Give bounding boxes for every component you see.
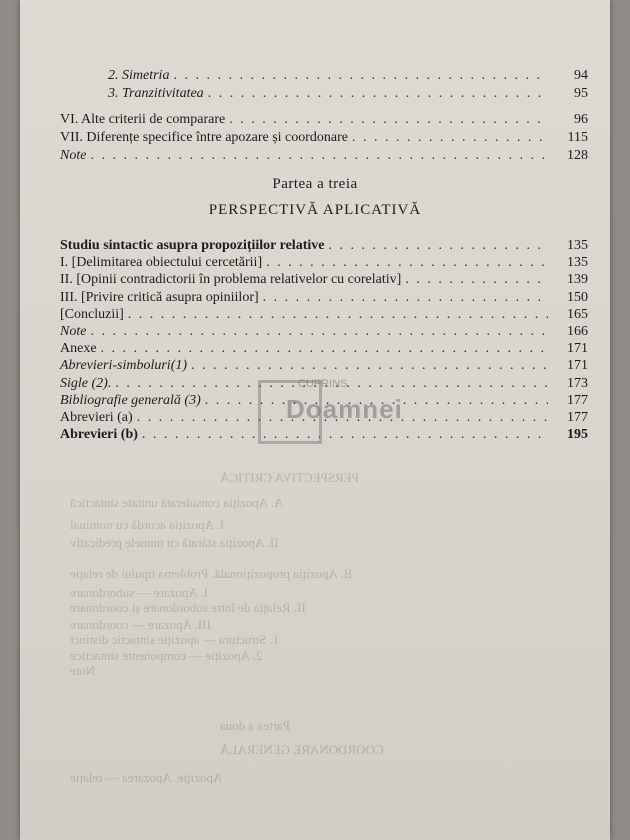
toc-leader-dots [352, 130, 548, 146]
toc-leader-dots [128, 307, 548, 323]
toc-entry-label: Sigle (2). [60, 376, 112, 391]
bleed-through-line: Partea a doua [220, 718, 291, 733]
toc-entry-page: 150 [567, 290, 588, 305]
bleed-through-line: COORDONARE GENERALĂ [220, 742, 384, 757]
toc-entry-label: Note [60, 148, 87, 163]
toc-leader-dots [263, 290, 548, 306]
watermark-brand: Doamnei [286, 394, 403, 424]
toc-entry-label: [Concluzii] [60, 307, 124, 322]
toc-entry-label: III. [Privire critică asupra opiniilor] [60, 290, 259, 305]
toc-entry-page: 165 [567, 307, 588, 322]
bleed-through-line: A. Apoziția considerată unitate sintactică [70, 495, 284, 510]
watermark-small-text: CUPRINS [298, 378, 348, 390]
toc-entry-label: Abrevieri-simboluri(1) [60, 358, 188, 373]
toc-entry-page: 128 [567, 148, 588, 163]
part-title: PERSPECTIVĂ APLICATIVĂ [208, 202, 422, 218]
bleed-through-line: III. Apozare — coordonare [70, 617, 211, 632]
toc-entry-page: 166 [567, 324, 588, 339]
toc-entry [60, 290, 588, 306]
toc-leader-dots [101, 341, 548, 357]
toc-entry-page: 195 [567, 427, 588, 442]
bleed-through-line: II. Relația de între subordonare și coordonare [70, 600, 306, 615]
toc-entry-label: Note [60, 324, 87, 339]
toc-entry-page: 177 [567, 393, 588, 408]
toc-leader-dots [90, 148, 548, 164]
toc-leader-dots [405, 272, 548, 288]
toc-entry-page: 96 [574, 112, 588, 127]
toc-leader-dots [328, 238, 548, 254]
bleed-through-line: PERSPECTIVA CRITICĂ [220, 470, 359, 485]
toc-leader-dots [173, 68, 548, 84]
toc-entry-label: 3. Tranzitivitatea [108, 86, 204, 101]
toc-entry-page: 115 [567, 130, 588, 145]
toc-entry [108, 86, 588, 102]
toc-entry [60, 238, 588, 254]
toc-leader-dots [266, 255, 548, 271]
toc-entry [60, 272, 588, 288]
toc-entry-page: 94 [574, 68, 588, 83]
toc-entry-label: VII. Diferențe specifice între apozare și coordonare [60, 130, 349, 145]
toc-entry [60, 130, 588, 146]
toc-entry-label: VI. Alte criterii de comparare [60, 112, 226, 127]
toc-leader-dots [229, 112, 548, 128]
toc-leader-dots [90, 324, 548, 340]
toc-entry-page: 135 [567, 255, 588, 270]
toc-entry-page: 171 [567, 341, 588, 356]
toc-entry-label: Studiu sintactic asupra propozițiilor relative [60, 238, 325, 253]
part-label: Partea a treia [272, 176, 358, 192]
watermark-logo [258, 380, 418, 450]
toc-entry-page: 171 [567, 358, 588, 373]
toc-entry-page: 95 [574, 86, 588, 101]
book-page [20, 0, 610, 840]
bleed-through-line: Note [70, 663, 96, 678]
toc-entry-page: 177 [567, 410, 588, 425]
bleed-through-line: B. Apoziția propozițională. Problema tipului de relație [70, 566, 353, 581]
toc-entry [60, 148, 588, 164]
toc-entry [60, 341, 588, 357]
toc-entry-label: Abrevieri (b) [60, 427, 138, 442]
bleed-through-line: 1. Structura — apoziție sintactic distinct [70, 632, 280, 647]
toc-entry [60, 324, 588, 340]
toc-entry [60, 255, 588, 271]
bleed-through-line: 2. Apoziție — componente sintactice [70, 648, 263, 663]
bleed-through-line: II. Apoziția stărată cu numele predicativ [70, 535, 279, 550]
toc-entry-page: 135 [567, 238, 588, 253]
toc-entry [108, 68, 588, 84]
toc-entry [60, 358, 588, 374]
toc-leader-dots [191, 358, 548, 374]
toc-entry [60, 307, 588, 323]
toc-entry-label: Abrevieri (a) [60, 410, 133, 425]
toc-entry-label: I. [Delimitarea obiectului cercetării] [60, 255, 263, 270]
bleed-through-line: Apoziție. Apozarea — relație [70, 770, 223, 785]
toc-entry-label: II. [Opinii contradictorii în problema relativelor cu corelativ] [60, 272, 402, 287]
bleed-through-line: I. Apozare — subordonare [70, 585, 208, 600]
bleed-through-line: I. Apoziția acordă cu nominal [70, 517, 225, 532]
toc-leader-dots [208, 86, 548, 102]
toc-entry-label: Anexe [60, 341, 97, 356]
toc-entry-page: 173 [567, 376, 588, 391]
toc-entry-label: Bibliografie generală (3) [60, 393, 201, 408]
toc-entry-page: 139 [567, 272, 588, 287]
toc-entry [60, 112, 588, 128]
toc-entry-label: 2. Simetria [108, 68, 170, 83]
